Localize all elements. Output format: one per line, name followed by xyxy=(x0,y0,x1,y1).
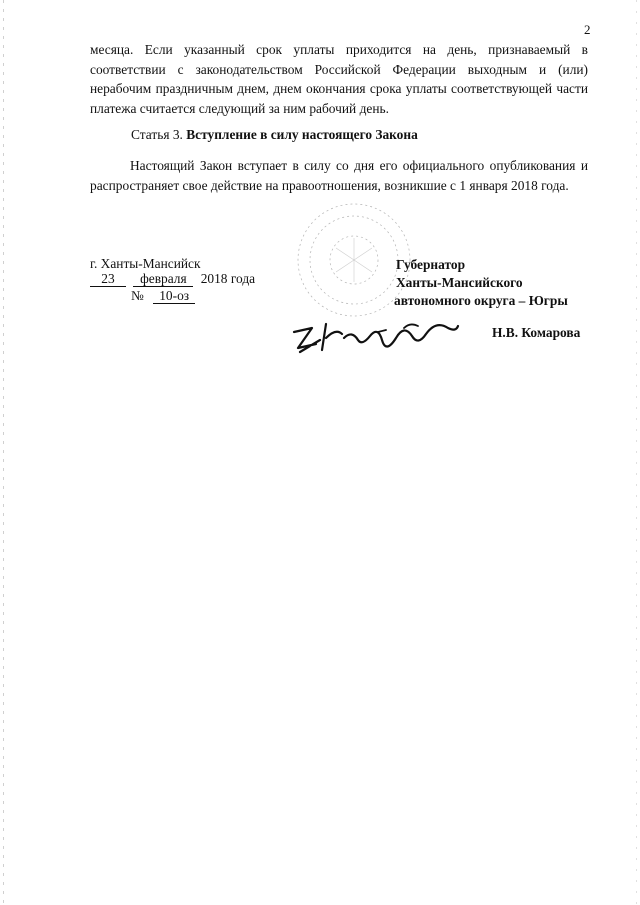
governor-line-3: автономного округа – Югры xyxy=(394,293,568,308)
article-heading xyxy=(131,127,418,143)
scan-edge-right xyxy=(636,0,637,905)
law-number xyxy=(131,288,195,304)
date-year: 2018 года xyxy=(200,271,256,286)
number-value: 10-оз xyxy=(153,289,195,304)
place-of-signing: г. Ханты-Мансийск xyxy=(90,256,201,271)
paragraph-entry-into-force: Настоящий Закон вступает в силу со дня его официального опубликования и распространяет свое действие на правоотношения, возникшие с 1 января 2018 года. xyxy=(90,158,588,193)
governor-line-2: Ханты-Мансийского xyxy=(396,275,523,290)
page-number: 2 xyxy=(584,22,591,37)
paragraph-continuation: месяца. Если указанный срок уплаты приходится на день, признаваемый в соответствии с законодательством Российской Федерации выходным и (или) нерабочим праздничным днем, днем окончания срока уплаты соответствующей части платежа считается следующий за ним рабочий день. xyxy=(90,42,588,116)
date-month: февраля xyxy=(133,272,193,287)
article-label: Статья 3. xyxy=(131,127,183,142)
signer-name: Н.В. Комарова xyxy=(492,325,581,340)
handwritten-signature xyxy=(286,310,466,370)
article-title: Вступление в силу настоящего Закона xyxy=(186,127,418,142)
date-day: 23 xyxy=(90,272,126,287)
scan-edge-left xyxy=(3,0,4,905)
signing-date xyxy=(90,271,255,287)
number-sign: № xyxy=(131,288,144,303)
governor-line-1: Губернатор xyxy=(396,257,466,272)
governor-title xyxy=(396,256,568,310)
